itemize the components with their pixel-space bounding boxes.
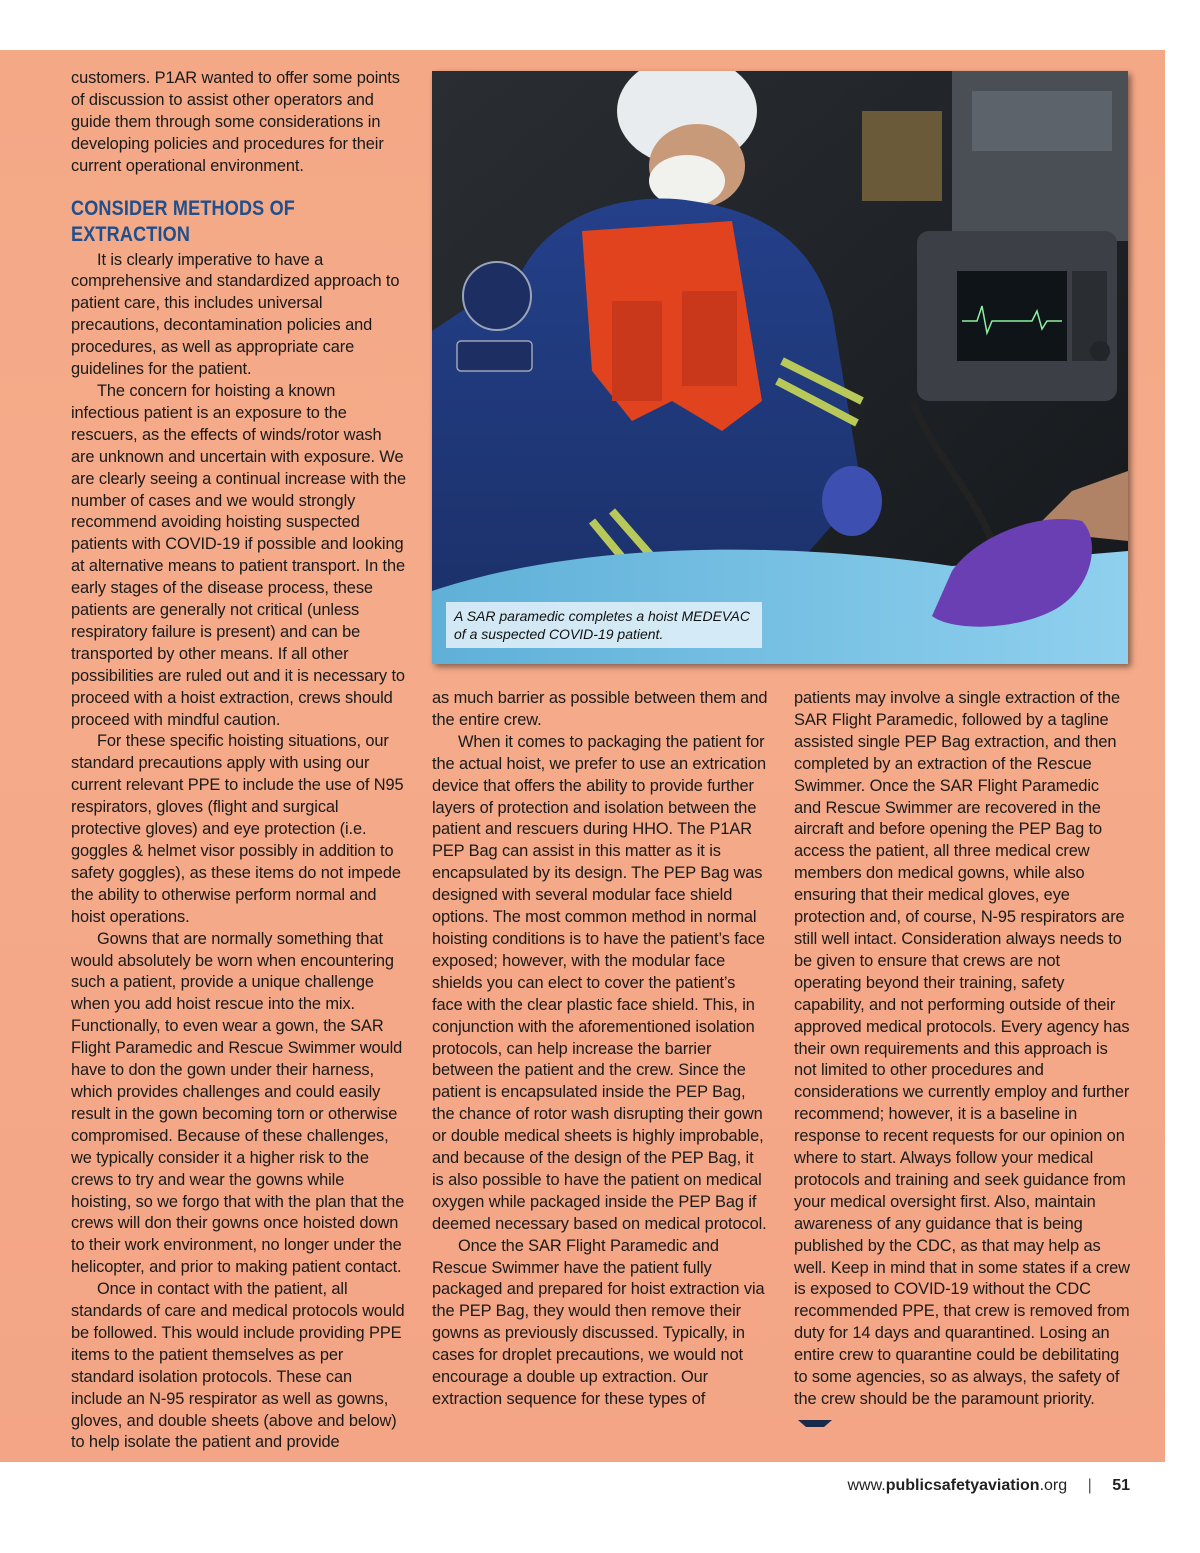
url-suffix: .org (1039, 1477, 1068, 1494)
page-footer (848, 1477, 1131, 1495)
photo-caption: A SAR paramedic completes a hoist MEDEVAC of a suspected COVID-19 patient. (446, 602, 762, 648)
article-column-1 (71, 68, 407, 1454)
paragraph: Once in contact with the patient, all standards of care and medical protocols would be followed. This would include providing PPE items to the patient themselves as per standard isolation protocols. These can include an N-95 respirator as well as gowns, gloves, and double sheets (above and below) to help isolate the patient and provide (71, 1280, 405, 1452)
url-prefix: www. (847, 1477, 886, 1494)
paragraph-text: patients may involve a single extraction of the SAR Flight Paramedic, followed by a tagline assisted single PEP Bag extraction, and then completed by an extraction of the Rescue Swimmer. Once the SAR Flight Paramedic and Rescue Swimmer are recovered in the aircraft and before opening the PEP Bag to access the patient, all three medical crew members don medical gowns, while also ensuring that their medical gloves, eye protection and, of course, N-95 respirators are still well intact. Consideration always needs to be given to ensure that crews are not operating beyond their training, safety capability, and not performing outside of their approved medical protocols. Every agency has their own requirements and this approach is not limited to other procedures and considerations we currently employ and further recommend; however, it is a baseline in response to recent requests for our opinion on where to start. Always follow your medical protocols and training and seek guidance from your medical oversight first. Also, maintain awareness of any guidance that is being published by the CDC, as that may help as well. Keep in mind that in some states if a crew is exposed to COVID-19 without the CDC recommended PPE, that crew is removed from duty for 14 days and quarantined. Losing an entire crew to quarantine could be debilitating to some agencies, so as always, the safety of the crew should be the paramount priority. (794, 689, 1130, 1408)
article-column-3 (794, 688, 1130, 1433)
url-domain: publicsafetyaviation (885, 1477, 1040, 1494)
footer-separator: | (1087, 1477, 1092, 1494)
article-column-2 (432, 688, 768, 1411)
footer-url[interactable] (848, 1477, 1068, 1494)
end-of-article-icon (798, 1416, 832, 1428)
paragraph: When it comes to packaging the patient for the actual hoist, we prefer to use an extrication device that offers the ability to provide further layers of protection and isolation between the patient and rescuers during HHO. The P1AR PEP Bag can assist in this matter as it is encapsulated by its design. The PEP Bag was designed with several modular face shield options. The most common method in normal hoisting conditions is to have the patient’s face exposed; however, with the modular face shields you can elect to cover the patient’s face with the clear plastic face shield. This, in conjunction with the aforementioned isolation protocols, can help increase the barrier between the patient and the crew. Since the patient is encapsulated inside the PEP Bag, the chance of rotor wash disrupting their gown or double medical sheets is highly improbable, and because of the design of the PEP Bag, it is also possible to have the patient on medical oxygen while packaged inside the PEP Bag if deemed necessary based on medical protocol. (432, 732, 767, 1233)
page-number: 51 (1112, 1477, 1130, 1494)
paragraph: For these specific hoisting situations, our standard precautions apply with using our current relevant PPE to include the use of N95 respirators, gloves (flight and surgical protective gloves) and eye protection (i.e. goggles & helmet visor possibly in addition to safety goggles), as these items do not impede the ability to otherwise perform normal and hoist operations. (71, 732, 404, 926)
paragraph: Gowns that are normally something that would absolutely be worn when encountering such a patient, provide a unique challenge when you add hoist rescue into the mix. Functionally, to even wear a gown, the SAR Flight Paramedic and Rescue Swimmer would have to don the gown under their harness, which provides challenges and could easily result in the gown becoming torn or otherwise compromised. Because of these challenges, we typically consider it a higher risk to the crews to try and wear the gowns while hoisting, so we forgo that with the plan that the crews will don their gowns once hoisted down to their work environment, no longer under the helicopter, and prior to making patient contact. (71, 929, 405, 1277)
section-heading: CONSIDER METHODS OF EXTRACTION (71, 196, 296, 246)
paragraph: Once the SAR Flight Paramedic and Rescue Swimmer have the patient fully packaged and prepared for hoist extraction via the PEP Bag, they would then remove their gowns as previously discussed. Typically, in cases for droplet precautions, we would not encourage a double up extraction. Our extraction sequence for these types of (432, 1236, 765, 1408)
paragraph-continued: as much barrier as possible between them and the entire crew. (432, 689, 768, 729)
paragraph-intro: customers. P1AR wanted to offer some points of discussion to assist other operators and guide them through some considerations in developing policies and procedures for their current operational environment. (71, 69, 400, 175)
paragraph: The concern for hoisting a known infectious patient is an exposure to the rescuers, as the effects of winds/rotor wash are unknown and uncertain with exposure. We are clearly seeing a continual increase with the number of cases and we would strongly recommend avoiding hoisting suspected patients with COVID-19 if possible and looking at alternative means to patient transport. In the early stages of the disease process, these patients are generally not critical (unless respiratory failure is present) and can be transported by other means. If all other possibilities are ruled out and it is necessary to proceed with a hoist extraction, crews should proceed with mindful caution. (71, 381, 407, 729)
paramedic-photo (432, 71, 1128, 664)
paragraph-continued (794, 688, 1130, 1433)
paragraph: It is clearly imperative to have a comprehensive and standardized approach to patient care, this includes universal precautions, decontamination policies and procedures, as well as appropriate care guidelines for the patient. (71, 250, 400, 379)
